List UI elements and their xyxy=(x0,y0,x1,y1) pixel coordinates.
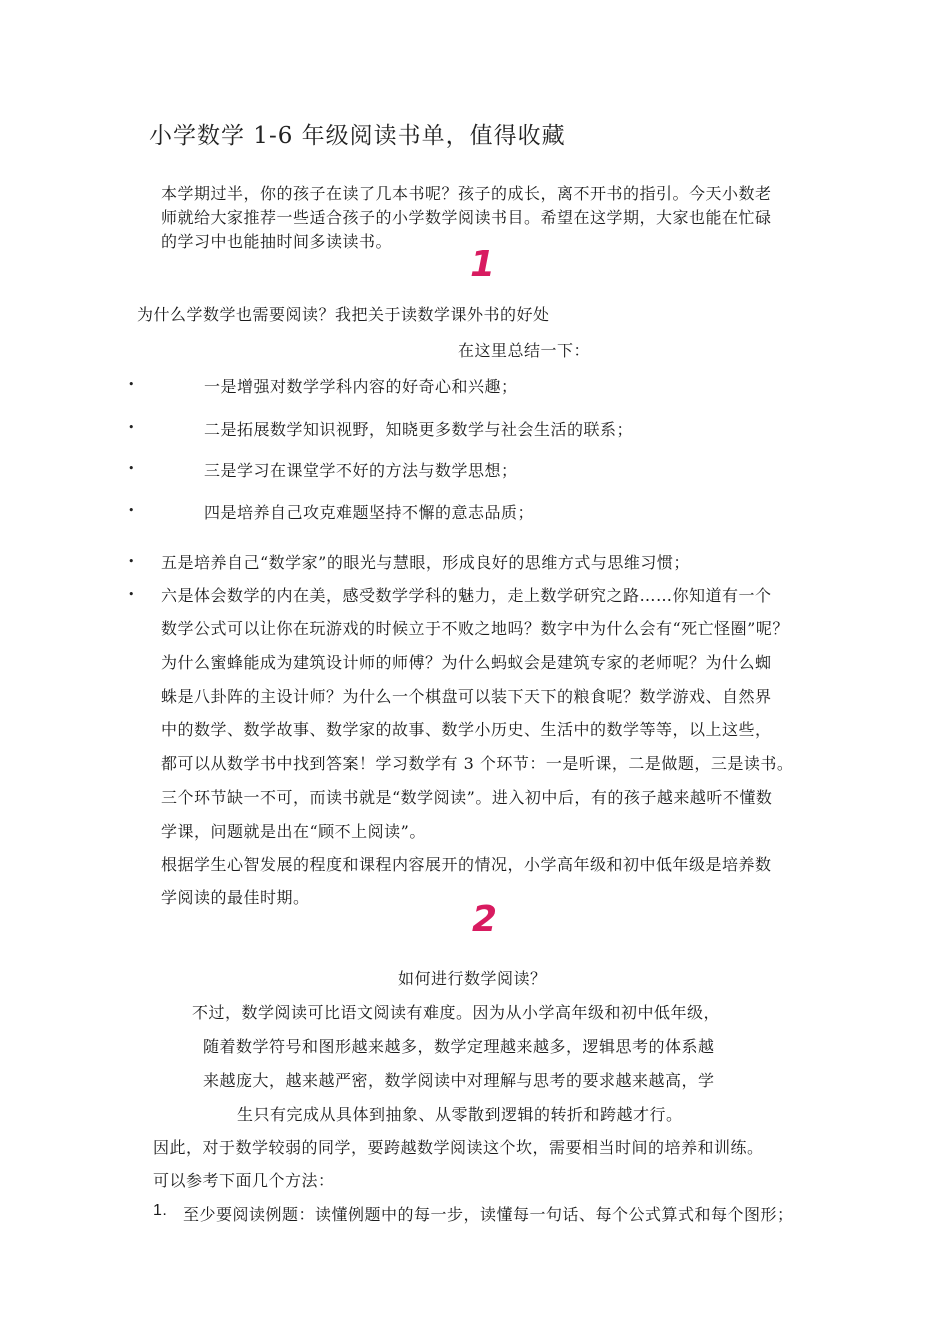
section-number-2: 2 xyxy=(472,899,498,940)
bullet-marker: • xyxy=(128,588,135,601)
paragraph-line: 都可以从数学书中找到答案！学习数学有 3 个环节：一是听课，二是做题，三是读书。 xyxy=(161,754,794,773)
bullet-item: 一是增强对数学学科内容的好奇心和兴趣； xyxy=(204,377,518,396)
paragraph-line: 学阅读的最佳时期。 xyxy=(161,888,310,907)
section1-heading-continued: 在这里总结一下： xyxy=(458,341,591,360)
section-number-1: 1 xyxy=(470,244,496,285)
bullet-marker: • xyxy=(128,555,135,568)
paragraph-line: 学课，问题就是出在“顾不上阅读”。 xyxy=(161,822,426,841)
paragraph-line-centered: 生只有完成从具体到抽象、从零散到逻辑的转折和跨越才行。 xyxy=(237,1105,683,1124)
intro-line: 的学习中也能抽时间多读读书。 xyxy=(161,232,393,251)
paragraph-line: 中的数学、数学故事、数学家的故事、数学小历史、生活中的数学等等，以上这些， xyxy=(161,720,772,739)
bullet-item: 四是培养自己攻克难题坚持不懈的意志品质； xyxy=(204,503,535,522)
document-title: 小学数学 1-6 年级阅读书单，值得收藏 xyxy=(149,123,566,149)
section1-heading: 为什么学数学也需要阅读？我把关于读数学课外书的好处 xyxy=(137,305,550,324)
bullet-marker: • xyxy=(128,378,135,391)
bullet-item: 二是拓展数学知识视野，知晓更多数学与社会生活的联系； xyxy=(204,420,634,439)
intro-line: 本学期过半，你的孩子在读了几本书呢？孩子的成长，离不开书的指引。今天小数老 xyxy=(161,184,772,203)
paragraph-line: 因此，对于数学较弱的同学，要跨越数学阅读这个坎，需要相当时间的培养和训练。 xyxy=(153,1138,764,1157)
bullet-item: 三是学习在课堂学不好的方法与数学思想； xyxy=(204,461,518,480)
paragraph-line: 可以参考下面几个方法： xyxy=(153,1171,335,1190)
paragraph-line-centered: 来越庞大，越来越严密，数学阅读中对理解与思考的要求越来越高，学 xyxy=(203,1071,715,1090)
paragraph-line: 三个环节缺一不可，而读书就是“数学阅读”。进入初中后，有的孩子越来越听不懂数 xyxy=(161,788,773,807)
bullet-item: 五是培养自己“数学家”的眼光与慧眼，形成良好的思维方式与思维习惯； xyxy=(161,553,690,572)
bullet-marker: • xyxy=(128,421,135,434)
paragraph-line-centered: 随着数学符号和图形越来越多，数学定理越来越多，逻辑思考的体系越 xyxy=(203,1037,715,1056)
paragraph-line: 为什么蜜蜂能成为建筑设计师的师傅？为什么蚂蚁会是建筑专家的老师呢？为什么蜘 xyxy=(161,653,772,672)
paragraph-line-centered: 不过，数学阅读可比语文阅读有难度。因为从小学高年级和初中低年级， xyxy=(192,1003,721,1022)
bullet-marker: • xyxy=(128,462,135,475)
bullet-item: 六是体会数学的内在美，感受数学学科的魅力，走上数学研究之路……你知道有一个 xyxy=(161,586,772,605)
paragraph-line: 数学公式可以让你在玩游戏的时候立于不败之地吗？数字中为什么会有“死亡怪圈”呢？ xyxy=(161,619,789,638)
bullet-marker: • xyxy=(128,504,135,517)
paragraph-line: 根据学生心智发展的程度和课程内容展开的情况，小学高年级和初中低年级是培养数 xyxy=(161,855,772,874)
list-item-number: 1. xyxy=(153,1202,168,1219)
section2-heading: 如何进行数学阅读？ xyxy=(398,969,547,988)
list-item-text: 至少要阅读例题：读懂例题中的每一步，读懂每一句话、每个公式算式和每个图形； xyxy=(183,1205,794,1224)
intro-line: 师就给大家推荐一些适合孩子的小学数学阅读书目。希望在这学期，大家也能在忙碌 xyxy=(161,208,772,227)
paragraph-line: 蛛是八卦阵的主设计师？为什么一个棋盘可以装下天下的粮食呢？数学游戏、自然界 xyxy=(161,687,772,706)
